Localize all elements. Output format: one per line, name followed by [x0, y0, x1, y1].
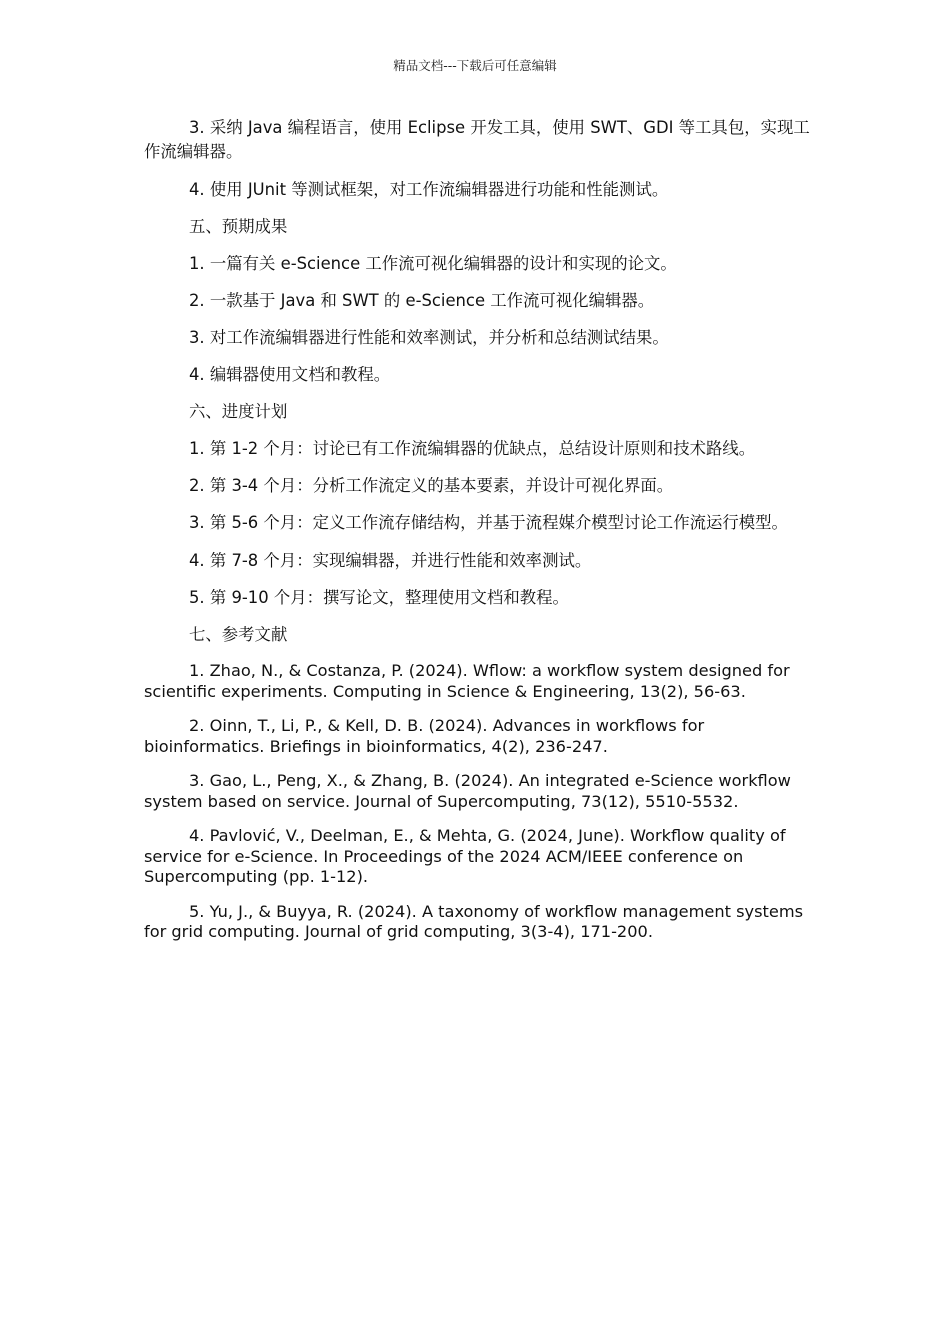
reference-item-4: 4. Pavlović, V., Deelman, E., & Mehta, G. (2024, June). Workflow quality of service for e-Science. In Proceedings of the 2024 ACM/IEEE conference on Supercomputing (pp. 1-12).: [144, 826, 786, 886]
section-heading-expected-results: 五、预期成果: [189, 217, 288, 236]
document-body: [144, 116, 812, 943]
list-item-result-2: 2. 一款基于 Java 和 SWT 的 e-Science 工作流可视化编辑器。: [189, 291, 655, 310]
list-item-schedule-4: 4. 第 7-8 个月：实现编辑器，并进行性能和效率测试。: [189, 551, 592, 570]
reference-item-3: 3. Gao, L., Peng, X., & Zhang, B. (2024). An integrated e-Science workflow system based on service. Journal of Supercomputing, 73(12), 5510-5532.: [144, 771, 791, 811]
list-item-schedule-2: 2. 第 3-4 个月：分析工作流定义的基本要素，并设计可视化界面。: [189, 476, 674, 495]
reference-item-1: 1. Zhao, N., & Costanza, P. (2024). Wflow: a workflow system designed for scientific experiments. Computing in Science & Engineering, 13(2), 56-63.: [144, 661, 790, 701]
page-header: 精品文档---下载后可任意编辑: [393, 58, 557, 73]
reference-item-2: 2. Oinn, T., Li, P., & Kell, D. B. (2024). Advances in workflows for bioinformatics. Briefings in bioinformatics, 4(2), 236-247.: [144, 716, 705, 756]
list-item-result-3: 3. 对工作流编辑器进行性能和效率测试，并分析和总结测试结果。: [189, 328, 669, 347]
list-item-schedule-5: 5. 第 9-10 个月：撰写论文，整理使用文档和教程。: [189, 588, 569, 607]
paragraph-method-3: 3. 采纳 Java 编程语言，使用 Eclipse 开发工具，使用 SWT、GDI 等工具包，实现工作流编辑器。: [144, 118, 810, 161]
list-item-result-1: 1. 一篇有关 e-Science 工作流可视化编辑器的设计和实现的论文。: [189, 254, 677, 273]
list-item-schedule-3: 3. 第 5-6 个月：定义工作流存储结构，并基于流程媒介模型讨论工作流运行模型。: [189, 513, 788, 532]
list-item-result-4: 4. 编辑器使用文档和教程。: [189, 365, 391, 384]
reference-item-5: 5. Yu, J., & Buyya, R. (2024). A taxonomy of workflow management systems for grid computing. Journal of grid computing, 3(3-4), 171-200.: [144, 901, 804, 941]
paragraph-method-4: 4. 使用 JUnit 等测试框架，对工作流编辑器进行功能和性能测试。: [189, 180, 669, 199]
list-item-schedule-1: 1. 第 1-2 个月：讨论已有工作流编辑器的优缺点，总结设计原则和技术路线。: [189, 439, 756, 458]
section-heading-references: 七、参考文献: [189, 625, 288, 644]
section-heading-schedule: 六、进度计划: [189, 402, 288, 421]
